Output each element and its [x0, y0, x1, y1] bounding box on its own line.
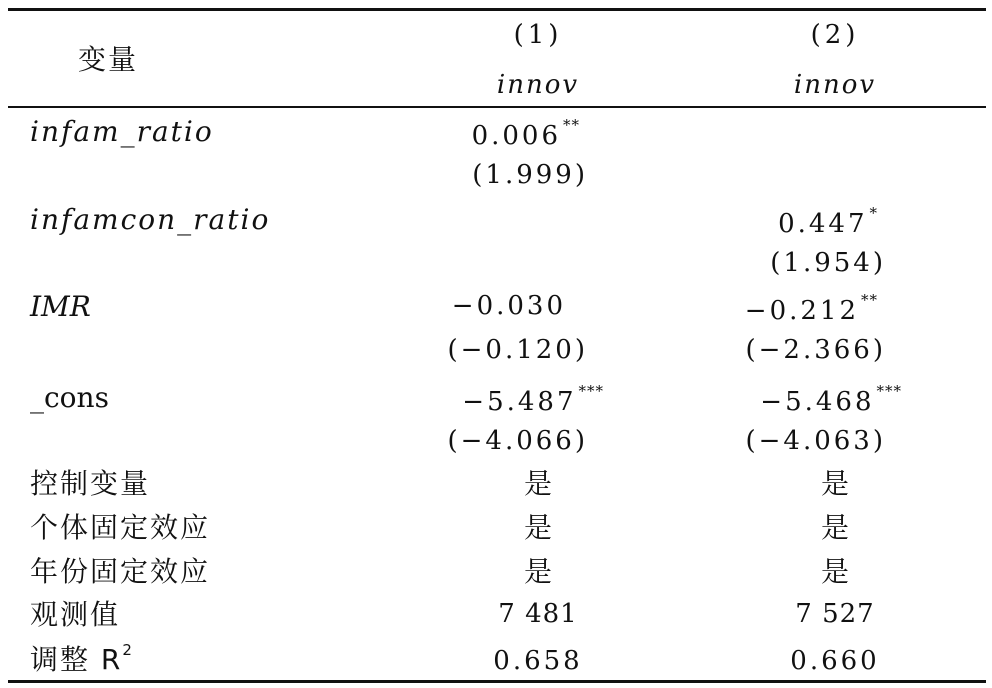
coef-value: 0.447 [778, 209, 868, 239]
infamcon-ratio-col2-coef [778, 206, 878, 237]
infam-ratio-col1-tstat: (1.999) [472, 160, 588, 190]
infam-ratio-col1-coef [472, 118, 580, 149]
adjusted-r-label: 调整 R [30, 643, 123, 676]
imr-col1-coef [452, 293, 566, 319]
coef-value: −0.030 [451, 291, 566, 321]
imr-col2-coef [745, 293, 878, 324]
row-label-observations: 观测值 [30, 598, 121, 631]
header-column-1-number: (1) [513, 20, 563, 50]
significance-stars: *** [578, 382, 604, 400]
table-header-rule [8, 106, 986, 108]
header-column-1-dependent-variable: innov [496, 70, 580, 100]
coef-value: 0.006 [471, 121, 561, 151]
header-column-2-number: (2) [810, 20, 860, 50]
table-bottom-rule [8, 680, 986, 683]
observations-col1: 7 481 [498, 599, 578, 629]
row-label-imr: IMR [30, 290, 91, 323]
imr-col2-tstat: (−2.366) [745, 335, 886, 365]
year-fe-col1: 是 [523, 555, 553, 588]
coef-value: −0.212 [744, 296, 859, 326]
coef-value: −5.487 [462, 387, 577, 417]
infamcon-ratio-col2-tstat: (1.954) [770, 248, 886, 278]
row-label-adjusted-r2 [30, 641, 134, 676]
significance-stars: ** [563, 116, 580, 134]
significance-stars: ** [861, 291, 878, 309]
imr-col1-tstat: (−0.120) [447, 335, 588, 365]
table-top-rule [8, 8, 986, 11]
cons-col1-tstat: (−4.066) [447, 426, 588, 456]
year-fe-col2: 是 [820, 555, 850, 588]
controls-col1: 是 [523, 467, 553, 500]
firm-fe-col2: 是 [820, 511, 850, 544]
r-squared-superscript: 2 [122, 641, 134, 659]
row-label-infamcon-ratio: infamcon_ratio [30, 203, 271, 236]
coef-value: −5.468 [760, 387, 875, 417]
controls-col2: 是 [820, 467, 850, 500]
header-column-2-dependent-variable: innov [793, 70, 877, 100]
observations-col2: 7 527 [795, 599, 875, 629]
adjusted-r2-col1: 0.658 [493, 646, 583, 676]
row-label-infam-ratio: infam_ratio [30, 115, 214, 148]
row-label-year-fixed-effects: 年份固定效应 [30, 555, 211, 588]
significance-stars: *** [876, 382, 902, 400]
firm-fe-col1: 是 [523, 511, 553, 544]
cons-col1-coef [462, 384, 604, 415]
adjusted-r2-col2: 0.660 [790, 646, 880, 676]
header-variable-label: 变量 [78, 43, 139, 76]
cons-col2-tstat: (−4.063) [745, 426, 886, 456]
row-label-cons: _cons [30, 381, 109, 414]
row-label-controls: 控制变量 [30, 467, 151, 500]
significance-stars: * [869, 204, 878, 222]
cons-col2-coef [760, 384, 902, 415]
row-label-firm-fixed-effects: 个体固定效应 [30, 511, 211, 544]
